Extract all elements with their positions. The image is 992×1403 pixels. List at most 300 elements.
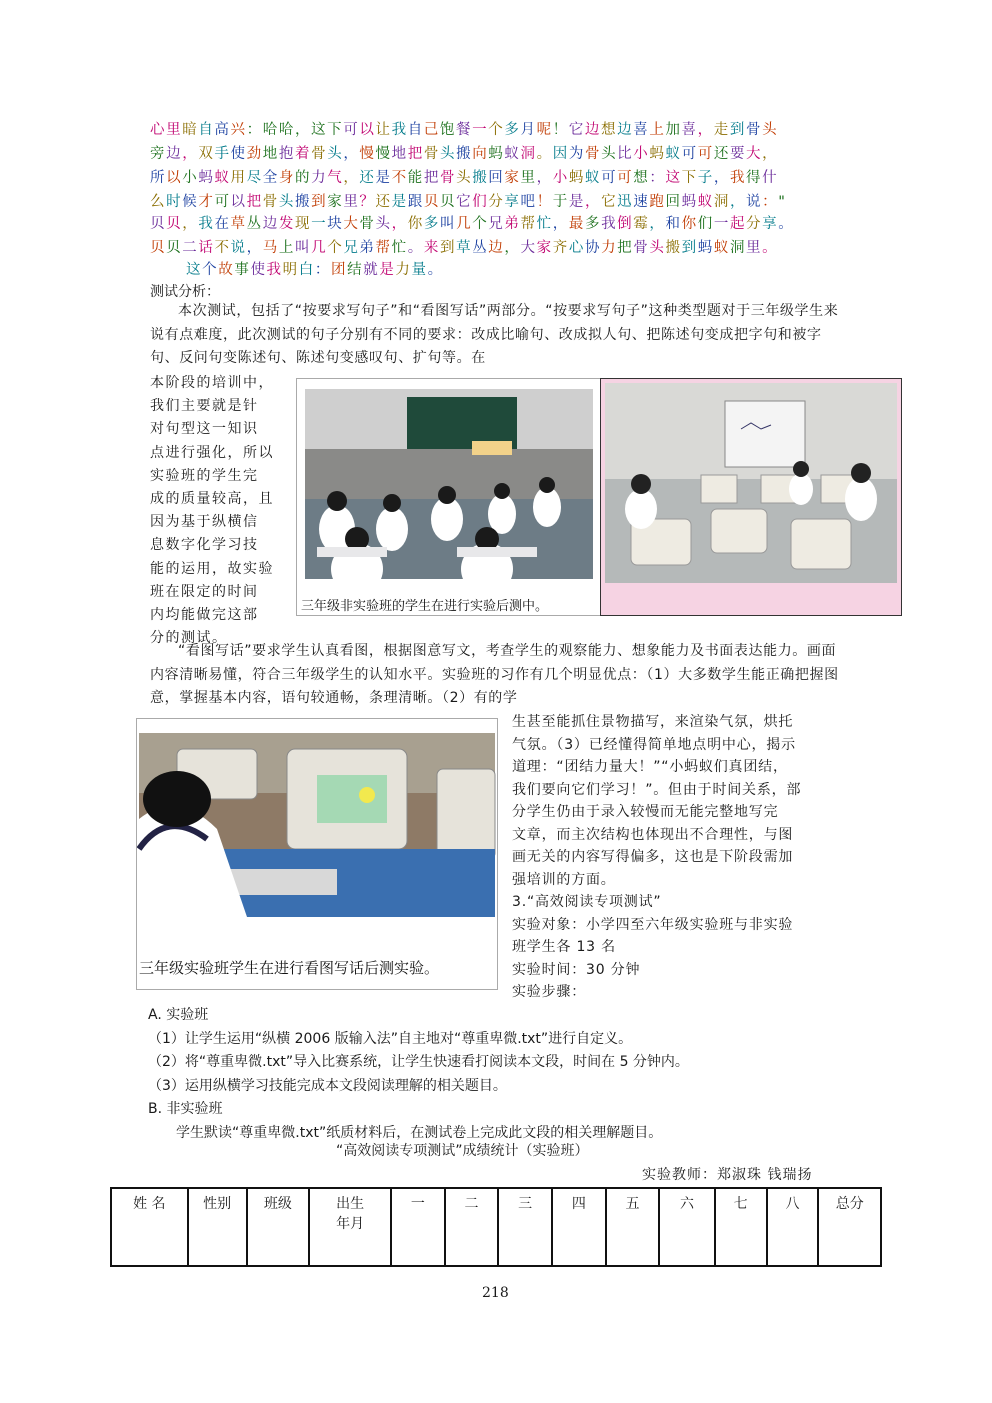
- side-text-line: 实验班的学生完: [150, 467, 259, 484]
- story-char: 骨: [745, 122, 763, 138]
- story-char: 旁: [150, 146, 167, 162]
- story-char: 贝: [150, 240, 167, 256]
- computer-lab-illustration: [601, 379, 901, 615]
- story-char: 它: [601, 194, 618, 210]
- story-char: 兴: [230, 122, 247, 138]
- story-char: 小: [552, 170, 569, 186]
- score-table-header-cell: 五: [606, 1188, 660, 1266]
- story-char: 蚁: [713, 240, 730, 256]
- score-table-header-cell: 总分: [818, 1188, 881, 1266]
- story-char: ，: [552, 216, 569, 232]
- story-char: 享: [504, 194, 521, 210]
- story-char: ，: [713, 170, 730, 186]
- story-char: 搬: [456, 146, 473, 162]
- step-a-1: （1）让学生运用“纵横 2006 版输入法”自主地对“尊重卑微.txt”进行自定义。: [148, 1030, 633, 1047]
- score-table-header-cell: 一: [391, 1188, 445, 1266]
- analysis-paragraph-2: “看图写话”要求学生认真看图，根据图意写文，考查学生的观察能力、想象能力及书面表达能力。画面内容清晰易懂，符合三年级学生的认知水平。实验班的习作有几个明显优点：（1）大多数学生能正确把握图意，掌握基本内容，语句较通畅，条理清晰。（2）有的学: [150, 643, 839, 706]
- story-char: 还: [713, 146, 730, 162]
- photo-3-caption: 三年级实验班学生在进行看图写话后测实验。: [139, 959, 440, 977]
- classroom-illustration: [297, 379, 601, 615]
- side-text-line: 实验步骤：: [512, 984, 586, 1000]
- story-char: 到: [311, 194, 328, 210]
- story-char: 兄: [343, 240, 360, 256]
- story-char: 霉: [633, 216, 650, 232]
- story-char: 叫: [439, 216, 457, 232]
- story-char: 把: [246, 194, 263, 210]
- score-table-header-cell: 六: [659, 1188, 714, 1266]
- story-char: 气: [327, 170, 344, 186]
- story-char: 回: [665, 194, 682, 210]
- side-text-line: 内均能做完这部: [150, 607, 259, 624]
- story-char: 现: [294, 216, 312, 232]
- story-char: 所: [150, 170, 167, 186]
- story-char: 么: [150, 194, 167, 210]
- story-char: 子: [697, 170, 714, 186]
- story-char: 小: [182, 170, 199, 186]
- story-char: 回: [488, 170, 505, 186]
- story-char: 小: [633, 146, 650, 162]
- story-char: 来: [423, 240, 440, 256]
- story-char: 慢: [359, 146, 376, 162]
- side-text-line: 实验时间：30 分钟: [512, 961, 641, 978]
- story-char: 可: [617, 170, 634, 186]
- story-char: 暗: [182, 122, 199, 138]
- story-line-6: [150, 236, 850, 260]
- photo-1-caption: 三年级非实验班的学生在进行实验后测中。: [301, 595, 548, 614]
- story-char: 在: [214, 216, 231, 232]
- story-char: 洞: [520, 146, 537, 162]
- story-char: 弟: [504, 216, 521, 232]
- story-char: 家: [327, 194, 344, 210]
- story-char: 自: [198, 122, 215, 138]
- story-char: 贝: [166, 216, 183, 232]
- story-char: ？: [359, 194, 376, 210]
- story-char: 说: [746, 194, 763, 210]
- story-char: ，: [343, 146, 360, 162]
- story-char: 你: [681, 216, 698, 232]
- story-char: 起: [729, 216, 747, 232]
- side-text-line: 因为基于纵横信: [150, 514, 259, 531]
- student-typing-photo: [136, 718, 498, 990]
- side-text-line: 3.“高效阅读专项测试”: [512, 894, 662, 910]
- story-char: 贝: [423, 194, 440, 210]
- side-text-line: 本阶段的培训中，: [150, 375, 274, 391]
- story-char: 我: [601, 216, 618, 232]
- side-text-line: 气氛。（3）已经懂得简单地点明中心，揭示: [512, 736, 796, 753]
- story-char: 骨: [423, 146, 440, 162]
- story-char: 蚁: [697, 194, 714, 210]
- story-char: 蚁: [504, 146, 521, 162]
- score-table-header-cell: 性别: [188, 1188, 247, 1266]
- story-line-2: [150, 142, 850, 166]
- story-char: ，: [729, 194, 747, 210]
- story-char: 速: [633, 194, 650, 210]
- story-line-5: [150, 212, 850, 236]
- story-char: 抱: [278, 146, 295, 162]
- story-char: 丛: [246, 216, 263, 232]
- story-char: 把: [407, 146, 424, 162]
- story-char: 多: [584, 216, 602, 232]
- story-char: 头: [278, 194, 295, 210]
- story-char: 身: [278, 170, 295, 186]
- story-char: 就: [363, 262, 380, 278]
- story-char: 个: [488, 122, 505, 138]
- side-text-line: 我们要向它们学习！”。但由于时间关系，部: [512, 781, 802, 798]
- story-char: 们: [472, 194, 489, 210]
- story-char: 白: [298, 262, 315, 278]
- story-char: 边: [166, 146, 183, 162]
- story-line-7: [186, 258, 886, 282]
- story-char: ：哈哈，这下: [246, 122, 344, 138]
- side-text-line: 分的测试。: [150, 630, 228, 647]
- story-line-4: [150, 190, 850, 214]
- story-char: 帮: [520, 216, 537, 232]
- story-char: 家: [536, 240, 553, 256]
- story-char: 边: [617, 122, 634, 138]
- story-char: 比: [617, 146, 634, 162]
- story-line-1: [150, 118, 850, 142]
- story-char: 洞: [729, 240, 747, 256]
- story-char: 全: [262, 170, 279, 186]
- story-char: 蚁: [584, 170, 602, 186]
- story-char: 骨: [262, 194, 279, 210]
- story-char: 候: [182, 194, 199, 210]
- story-char: 最: [568, 216, 585, 232]
- story-char: ": [778, 194, 787, 210]
- steps-section: [148, 1004, 689, 1145]
- story-char: 餐: [456, 122, 473, 138]
- story-char: 搬: [665, 240, 682, 256]
- score-table-header-row: [111, 1188, 881, 1266]
- story-char: 喜: [633, 122, 650, 138]
- story-char: 可: [343, 122, 360, 138]
- story-char: 一: [713, 216, 730, 232]
- story-char: 到: [681, 240, 698, 256]
- story-char: 尽: [246, 170, 263, 186]
- story-char: ，: [391, 216, 408, 232]
- story-char: 大: [746, 146, 763, 162]
- story-char: 明: [282, 262, 299, 278]
- story-char: 着: [294, 146, 312, 162]
- story-char: 。: [778, 216, 795, 232]
- story-char: 己: [423, 122, 440, 138]
- story-char: 里: [520, 170, 537, 186]
- story-char: 里: [343, 194, 360, 210]
- story-char: 分: [746, 216, 763, 232]
- side-text-line: 我们主要就是针: [150, 398, 259, 415]
- story-char: 大: [520, 240, 537, 256]
- story-char: 手: [214, 146, 231, 162]
- story-char: 齐: [552, 240, 569, 256]
- story-char: ，: [504, 240, 521, 256]
- story-char: 头: [456, 170, 473, 186]
- story-char: 。: [762, 240, 779, 256]
- story-char: 事: [234, 262, 251, 278]
- story-char: 双: [198, 146, 215, 162]
- story-char: ，: [649, 216, 666, 232]
- paragraph-1-side-column: [150, 372, 288, 650]
- story-char: 到: [439, 240, 457, 256]
- story-char: 还: [359, 170, 376, 186]
- story-char: 使: [230, 146, 247, 162]
- story-char: ：: [762, 194, 779, 210]
- story-char: 可: [214, 194, 231, 210]
- story-char: 它: [456, 194, 473, 210]
- story-char: 以: [166, 170, 183, 186]
- story-char: 个: [472, 216, 489, 232]
- story-char: 说: [230, 240, 247, 256]
- story-char: 走: [713, 122, 730, 138]
- story-char: 加: [665, 122, 682, 138]
- story-char: 吧: [520, 194, 537, 210]
- story-char: 蚁: [214, 170, 231, 186]
- story-char: 自: [407, 122, 424, 138]
- story-char: 一: [472, 122, 489, 138]
- story-char: 和: [665, 216, 682, 232]
- score-table-header-cell: 三: [498, 1188, 552, 1266]
- story-char: 二: [182, 240, 199, 256]
- side-text-line: 生甚至能抓住景物描写，来渲染气氛，烘托: [512, 714, 794, 730]
- story-char: 高: [214, 122, 231, 138]
- story-char: 我: [198, 216, 215, 232]
- story-char: ！: [552, 122, 569, 138]
- side-text-line: 道理：“团结力量大！”“小蚂蚁们真团结，: [512, 759, 788, 775]
- story-char: 力: [311, 170, 328, 186]
- story-char: 我: [391, 122, 408, 138]
- story-char: 劲: [246, 146, 263, 162]
- story-char: ，: [536, 170, 553, 186]
- computer-lab-photo: [600, 378, 902, 616]
- story-char: 慢: [375, 146, 392, 162]
- story-char: 享: [762, 216, 779, 232]
- story-char: 边: [584, 122, 601, 138]
- story-char: 以: [359, 122, 376, 138]
- side-text-line: 对句型这一知识: [150, 421, 259, 438]
- story-char: 贝: [439, 194, 457, 210]
- story-char: 。: [407, 240, 424, 256]
- story-char: 结: [347, 262, 364, 278]
- story-char: ，: [762, 146, 779, 162]
- story-char: 才: [198, 194, 215, 210]
- story-char: 里: [746, 240, 763, 256]
- story-char: 是: [375, 170, 392, 186]
- story-char: 骨: [359, 216, 376, 232]
- side-text-line: 分学生仍由于录入较慢而无能完整地写完: [512, 804, 779, 820]
- side-text-line: 文章，而主次结构也体现出不合理性，与图: [512, 826, 794, 843]
- story-char: ，: [182, 146, 199, 162]
- story-char: 搬: [472, 170, 489, 186]
- score-table-header-cell: 八: [767, 1188, 819, 1266]
- analysis-paragraph-1: 本次测试，包括了“按要求写句子”和“看图写话”两部分。“按要求写句子”这种类型题对于三年级学生来说有点难度，此次测试的句子分别有不同的要求：改成比喻句、改成拟人句、把陈述句变成把字句和被字句、反问句变陈述句、陈述句变感叹句、扩句等。在: [150, 303, 839, 366]
- side-text-line: 画无关的内容写得偏多，这也是下阶段需加: [512, 849, 794, 865]
- story-char: 马: [262, 240, 279, 256]
- story-char: 不: [391, 170, 408, 186]
- score-table: [110, 1187, 882, 1267]
- step-a-2: （2）将“尊重卑微.txt”导入比赛系统，让学生快速看打阅读本文段，时间在 5 分钟内。: [148, 1054, 689, 1070]
- story-char: 不: [214, 240, 231, 256]
- story-char: 蚂: [198, 170, 215, 186]
- story-char: 贝: [166, 240, 183, 256]
- story-char: 个: [327, 240, 344, 256]
- step-b-title: B. 非实验班: [148, 1101, 223, 1117]
- story-char: 是: [568, 194, 585, 210]
- story-char: 叫: [294, 240, 312, 256]
- story-char: 下: [681, 170, 698, 186]
- story-char: 弟: [359, 240, 376, 256]
- story-char: 它: [568, 122, 585, 138]
- story-char: 蚂: [697, 240, 714, 256]
- paragraph-2-side-column: [512, 711, 852, 1004]
- story-char: 使: [250, 262, 267, 278]
- story-char: 骨: [439, 170, 457, 186]
- story-char: 迅: [617, 194, 634, 210]
- story-char: 力: [395, 262, 412, 278]
- story-char: 饱: [439, 122, 457, 138]
- score-table-header-cell: 姓 名: [111, 1188, 188, 1266]
- side-text-line: 点进行强化，所以: [150, 444, 274, 461]
- side-text-line: 息数字化学习技: [150, 537, 259, 554]
- classroom-photo-non-experimental: [296, 378, 602, 616]
- story-char: ！: [536, 194, 553, 210]
- story-char: 心里: [150, 122, 183, 138]
- story-char: 还: [375, 194, 392, 210]
- story-char: 家: [504, 170, 521, 186]
- story-char: 几: [456, 216, 473, 232]
- story-char: 头: [649, 240, 666, 256]
- story-char: 心: [568, 240, 585, 256]
- story-char: 骨: [633, 240, 650, 256]
- story-char: 帮: [375, 240, 392, 256]
- story-char: 丛: [472, 240, 489, 256]
- story-char: 忙: [536, 216, 553, 232]
- story-char: 蚁: [665, 146, 682, 162]
- story-char: 块: [327, 216, 344, 232]
- story-char: 兄: [488, 216, 505, 232]
- score-table-header-cell: 班级: [247, 1188, 310, 1266]
- side-text-line: 能的运用，故实验: [150, 560, 274, 577]
- story-char: 几: [311, 240, 328, 256]
- story-char: 头: [439, 146, 457, 162]
- story-char: 到: [729, 122, 746, 138]
- story-char: 月: [520, 122, 537, 138]
- story-char: 蚂: [568, 170, 585, 186]
- story-char: 把: [423, 170, 440, 186]
- story-char: 头: [762, 122, 779, 138]
- story-char: 以: [230, 194, 247, 210]
- story-char: 分: [488, 194, 505, 210]
- side-text-line: 班学生各 13 名: [512, 939, 616, 955]
- story-char: 想: [601, 122, 618, 138]
- story-char: 们: [697, 216, 714, 232]
- story-char: 是: [379, 262, 396, 278]
- story-char: 要: [729, 146, 747, 162]
- story-char: 把: [617, 240, 634, 256]
- story-char: 洞: [713, 194, 730, 210]
- story-char: 地: [262, 146, 279, 162]
- story-char: 。: [536, 146, 553, 162]
- story-char: 量: [411, 262, 428, 278]
- story-char: 大: [343, 216, 360, 232]
- story-char: 蚂: [488, 146, 505, 162]
- score-table-header-cell: 出生 年月: [309, 1188, 391, 1266]
- story-char: 搬: [294, 194, 312, 210]
- story-char: 跟: [407, 194, 424, 210]
- side-text-line: 成的质量较高，且: [150, 491, 274, 508]
- story-char: 贝: [150, 216, 167, 232]
- story-char: ，: [697, 122, 714, 138]
- story-char: 协: [584, 240, 602, 256]
- story-char: 忙: [391, 240, 408, 256]
- story-char: 能: [407, 170, 424, 186]
- story-char: 。: [427, 262, 444, 278]
- typing-illustration: [137, 719, 497, 989]
- story-char: 想: [633, 170, 650, 186]
- story-char: 边: [262, 216, 279, 232]
- story-char: 可: [601, 170, 618, 186]
- story-char: 草: [456, 240, 473, 256]
- story-char: 话: [198, 240, 215, 256]
- story-char: ，: [246, 240, 263, 256]
- side-text-line: 班在限定的时间: [150, 583, 259, 600]
- story-char: 一: [311, 216, 328, 232]
- story-char: 地: [391, 146, 408, 162]
- story-char: 上: [278, 240, 295, 256]
- analysis-title: 测试分析：: [150, 284, 220, 300]
- step-a-title: A. 实验班: [148, 1007, 209, 1023]
- story-char: ，: [343, 170, 360, 186]
- story-char: ：: [649, 170, 666, 186]
- story-char: 上: [649, 122, 666, 138]
- story-char: 骨: [311, 146, 328, 162]
- story-char: 于: [552, 194, 569, 210]
- story-char: 向: [472, 146, 489, 162]
- teachers-line: 实验教师：郑淑珠 钱瑞扬: [642, 1167, 813, 1183]
- story-char: 头: [375, 216, 392, 232]
- side-text-line: 强培训的方面。: [512, 871, 616, 888]
- story-char: 团: [330, 262, 348, 278]
- story-char: 是: [391, 194, 408, 210]
- score-table-header-cell: 二: [445, 1188, 499, 1266]
- story-char: 我: [729, 170, 747, 186]
- score-table-header-cell: 七: [715, 1188, 767, 1266]
- story-char: 个: [202, 262, 219, 278]
- score-table-header-cell: 四: [552, 1188, 606, 1266]
- story-char: 时: [166, 194, 183, 210]
- story-char: 头: [601, 146, 618, 162]
- story-char: 我: [266, 262, 283, 278]
- side-text-line: 实验对象：小学四至六年级实验班与非实验: [512, 916, 794, 933]
- story-char: 边: [488, 240, 505, 256]
- story-char: 蚂: [649, 146, 666, 162]
- story-char: 多: [423, 216, 440, 232]
- story-char: 发: [278, 216, 295, 232]
- story-char: 这: [186, 262, 203, 278]
- story-line-3: [150, 166, 850, 190]
- step-b-1: 学生默读“尊重卑微.txt”纸质材料后，在测试卷上完成此文段的相关理解题目。: [176, 1124, 663, 1141]
- story-char: 用: [230, 170, 247, 186]
- story-char: 这: [665, 170, 682, 186]
- story-char: ：: [314, 262, 331, 278]
- page-number: 218: [482, 1285, 509, 1301]
- story-char: 蚂: [681, 194, 698, 210]
- table-title: “高效阅读专项测试”成绩统计（实验班）: [336, 1143, 589, 1159]
- story-char: 力: [601, 240, 618, 256]
- story-char: 为: [568, 146, 585, 162]
- story-char: 什: [762, 170, 779, 186]
- step-a-3: （3）运用纵横学习技能完成本文段阅读理解的相关题目。: [148, 1077, 507, 1094]
- story-char: ，: [584, 194, 602, 210]
- story-char: 因: [552, 146, 569, 162]
